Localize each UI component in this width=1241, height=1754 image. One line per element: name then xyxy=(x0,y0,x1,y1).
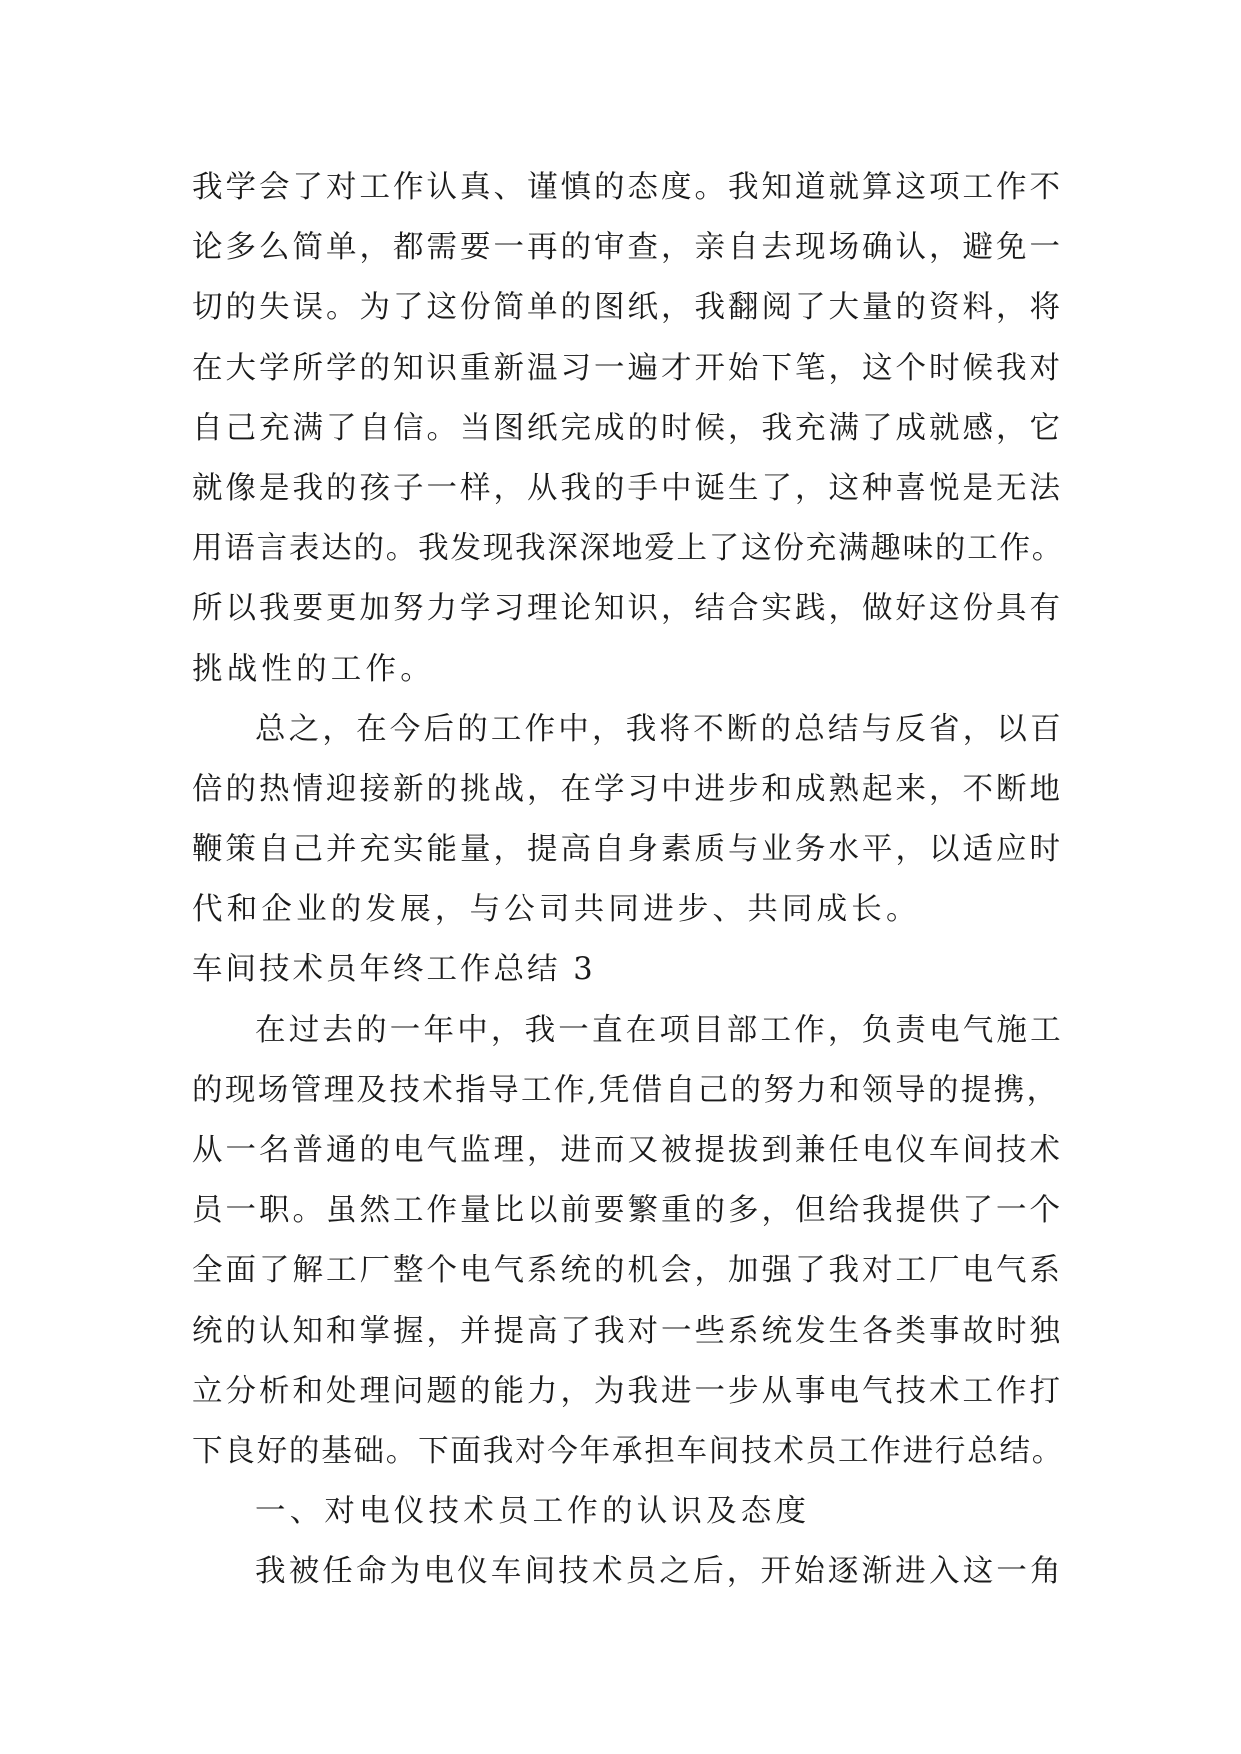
text-line: 立分析和处理问题的能力，为我进一步从事电气技术工作打 xyxy=(192,1373,1063,1409)
paragraph-first-line: 总之，在今后的工作中，我将不断的总结与反省，以百 xyxy=(255,711,1064,747)
text-line: 我学会了对工作认真、谨慎的态度。我知道就算这项工作不 xyxy=(192,170,1063,205)
text-line: 论多么简单，都需要一再的审查，亲自去现场确认，避免一 xyxy=(192,230,1063,266)
text-line: 从一名普通的电气监理，进而又被提拔到兼任电仪车间技术 xyxy=(192,1133,1063,1168)
paragraph-first-line: 在过去的一年中，我一直在项目部工作，负责电气施工 xyxy=(255,1012,1064,1048)
text-line: 鞭策自己并充实能量，提高自身素质与业务水平，以适应时 xyxy=(192,832,1063,868)
text-line: 倍的热情迎接新的挑战，在学习中进步和成熟起来，不断地 xyxy=(192,771,1063,807)
text-line: 代和企业的发展，与公司共同进步、共同成长。 xyxy=(192,892,921,928)
subsection-heading: 一、对电仪技术员工作的认识及态度 xyxy=(255,1494,811,1530)
text-line: 下良好的基础。下面我对今年承担车间技术员工作进行总结。 xyxy=(192,1433,1065,1469)
text-line: 挑战性的工作。 xyxy=(192,651,435,687)
paragraph-first-line: 我被任命为电仪车间技术员之后，开始逐渐进入这一角 xyxy=(255,1554,1064,1590)
text-line: 在大学所学的知识重新温习一遍才开始下笔，这个时候我对 xyxy=(192,350,1063,386)
document-body xyxy=(192,158,1064,1603)
text-line: 全面了解工厂整个电气系统的机会，加强了我对工厂电气系 xyxy=(192,1253,1063,1289)
text-line: 自己充满了自信。当图纸完成的时候，我充满了成就感，它 xyxy=(192,410,1063,446)
text-line: 就像是我的孩子一样，从我的手中诞生了，这种喜悦是无法 xyxy=(192,470,1063,506)
text-line: 员一职。虽然工作量比以前要繁重的多，但给我提供了一个 xyxy=(192,1193,1063,1229)
text-line: 用语言表达的。我发现我深深地爱上了这份充满趣味的工作。 xyxy=(192,531,1065,567)
text-line: 的现场管理及技术指导工作,凭借自己的努力和领导的提携， xyxy=(192,1072,1060,1108)
text-line: 切的失误。为了这份简单的图纸，我翻阅了大量的资料，将 xyxy=(192,290,1063,326)
text-line: 统的认知和掌握，并提高了我对一些系统发生各类事故时独 xyxy=(192,1313,1063,1349)
section-heading: 车间技术员年终工作总结 3 xyxy=(192,952,596,988)
text-line: 所以我要更加努力学习理论知识，结合实践，做好这份具有 xyxy=(192,591,1063,627)
